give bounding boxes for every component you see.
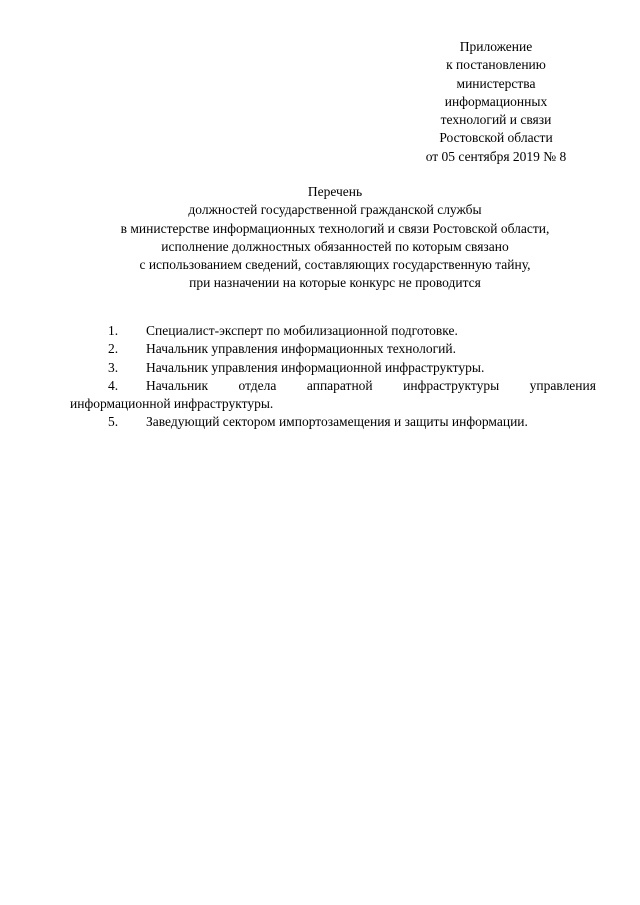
list-item-text: Начальник управления информационной инфраструктуры.	[146, 359, 485, 375]
title-line: при назначении на которые конкурс не проводится	[189, 275, 481, 291]
list-item	[70, 413, 596, 431]
list-item-number: 5.	[108, 414, 119, 430]
list-item-number: 4.	[108, 377, 119, 393]
appendix-line: информационных	[444, 93, 548, 109]
appendix-line: технологий и связи	[440, 112, 552, 128]
list-item	[70, 359, 596, 377]
list-item-word: управления	[529, 377, 596, 393]
appendix-line: Приложение	[459, 39, 533, 54]
list-item-text: Заведующий сектором импортозамещения и защиты информации.	[146, 414, 528, 430]
title-line: с использованием сведений, составляющих государственную тайну,	[139, 257, 531, 273]
list-item-number: 1.	[108, 323, 119, 338]
positions-list	[70, 322, 596, 432]
title-line: Перечень	[307, 184, 363, 199]
list-item-number: 3.	[108, 359, 119, 375]
appendix-line: министерства	[456, 75, 536, 91]
appendix-line: к постановлению	[446, 57, 546, 73]
list-item-text-line2: информационной инфраструктуры.	[70, 396, 274, 412]
list-item	[70, 322, 596, 340]
title-line: исполнение должностных обязанностей по которым связано	[161, 238, 509, 254]
list-item-text: Специалист-эксперт по мобилизационной подготовке.	[146, 323, 458, 338]
list-item-word: инфраструктуры	[403, 377, 500, 393]
appendix-date-line: от 05 сентября 2019 № 8	[425, 148, 567, 164]
list-item-text: Начальник управления информационных технологий.	[146, 341, 456, 357]
appendix-line: Ростовской области	[439, 130, 553, 146]
list-item-text-line1	[70, 377, 596, 395]
list-item-word: отдела	[238, 377, 277, 393]
title-line: должностей государственной гражданской службы	[188, 202, 482, 218]
list-item-word: аппаратной	[306, 377, 373, 393]
appendix-header	[390, 38, 602, 166]
list-item-word: Начальник	[146, 377, 209, 393]
list-item-number: 2.	[108, 341, 119, 357]
document-title	[40, 183, 630, 293]
title-line: в министерстве информационных технологий и связи Ростовской области,	[120, 220, 550, 236]
list-item	[70, 377, 596, 414]
list-item	[70, 340, 596, 358]
